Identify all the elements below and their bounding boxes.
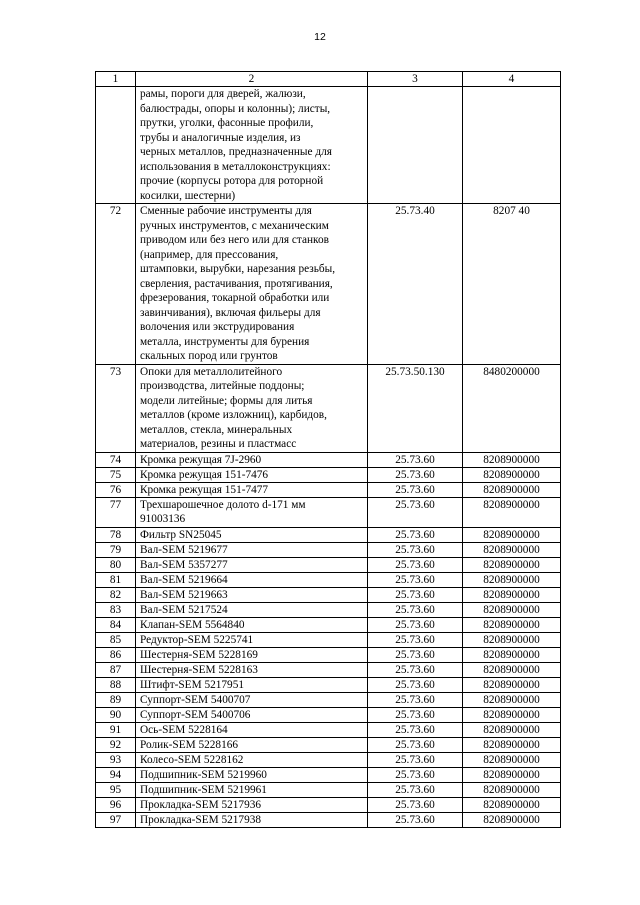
desc-line: приводом или без него или для станков xyxy=(140,234,329,246)
description-cell xyxy=(136,677,368,692)
okpd-code-cell: 25.73.60 xyxy=(368,617,463,632)
row-number-cell: 72 xyxy=(96,204,136,365)
row-number-cell: 92 xyxy=(96,737,136,752)
tnved-code-cell: 8208900000 xyxy=(463,797,561,812)
tnved-code-cell: 8208900000 xyxy=(463,527,561,542)
table-row xyxy=(96,482,561,497)
desc-line: Шестерня-SEM 5228163 xyxy=(140,663,258,676)
tnved-code-cell: 8208900000 xyxy=(463,692,561,707)
desc-line: использования в металлоконструкциях: xyxy=(140,160,331,173)
okpd-code-cell: 25.73.40 xyxy=(368,204,463,365)
desc-line: Ролик-SEM 5228166 xyxy=(140,738,239,751)
tnved-code-cell: 8208900000 xyxy=(463,722,561,737)
description-cell xyxy=(136,587,368,602)
desc-line: балюстрады, опоры и колонны); листы, xyxy=(140,102,331,115)
row-number-cell: 87 xyxy=(96,662,136,677)
row-number-cell: 89 xyxy=(96,692,136,707)
row-number-cell: 79 xyxy=(96,542,136,557)
desc-line: штамповки, вырубки, нарезания резьбы, xyxy=(140,263,336,275)
continuation-num-cell xyxy=(96,87,136,204)
tnved-code-cell: 8208900000 xyxy=(463,587,561,602)
row-number-cell: 85 xyxy=(96,632,136,647)
table-row xyxy=(96,542,561,557)
description-cell xyxy=(136,542,368,557)
desc-line: Подшипник-SEM 5219960 xyxy=(140,768,267,781)
okpd-code-cell: 25.73.60 xyxy=(368,677,463,692)
desc-line: сверления, растачивания, протягивания, xyxy=(140,277,333,290)
description-cell xyxy=(136,662,368,677)
desc-line: ручных инструментов, с механическим xyxy=(140,219,329,232)
okpd-code-cell: 25.73.60 xyxy=(368,467,463,482)
description-cell xyxy=(136,692,368,707)
okpd-code-cell: 25.73.60 xyxy=(368,752,463,767)
tnved-code-cell: 8208900000 xyxy=(463,482,561,497)
desc-line: скальных пород или грунтов xyxy=(140,350,278,362)
tnved-code-cell: 8208900000 xyxy=(463,812,561,827)
tnved-code-cell: 8208900000 xyxy=(463,452,561,467)
table-row xyxy=(96,617,561,632)
okpd-code-cell: 25.73.60 xyxy=(368,482,463,497)
tnved-code-cell: 8208900000 xyxy=(463,572,561,587)
desc-line: производства, литейные поддоны; xyxy=(140,380,305,392)
table-row xyxy=(96,527,561,542)
table-row xyxy=(96,632,561,647)
desc-line: Колесо-SEM 5228162 xyxy=(140,753,244,766)
desc-line: волочения или экструдирования xyxy=(140,321,295,333)
description-cell xyxy=(136,364,368,452)
okpd-code-cell: 25.73.50.130 xyxy=(368,364,463,452)
desc-line: материалов, резины и пластмасс xyxy=(140,438,297,450)
desc-line: модели литейные; формы для литья xyxy=(140,394,313,407)
table-row xyxy=(96,797,561,812)
description-cell xyxy=(136,467,368,482)
table-row xyxy=(96,752,561,767)
description-cell xyxy=(136,557,368,572)
row-number-cell: 80 xyxy=(96,557,136,572)
desc-line: завинчивания), включая фильеры для xyxy=(140,306,321,319)
table-row xyxy=(96,364,561,452)
continuation-okpd-cell xyxy=(368,87,463,204)
table-row xyxy=(96,722,561,737)
desc-line: 91003136 xyxy=(140,513,186,525)
desc-line: Шестерня-SEM 5228169 xyxy=(140,648,258,661)
table-row xyxy=(96,812,561,827)
row-number-cell: 74 xyxy=(96,452,136,467)
okpd-code-cell: 25.73.60 xyxy=(368,557,463,572)
desc-line: Кромка режущая 7J-2960 xyxy=(140,453,262,466)
table-row xyxy=(96,497,561,527)
table-body xyxy=(96,87,561,828)
continuation-row xyxy=(96,87,561,204)
tnved-code-cell: 8208900000 xyxy=(463,542,561,557)
desc-line: Вал-SEM 5219664 xyxy=(140,573,228,586)
desc-line: Подшипник-SEM 5219961 xyxy=(140,783,267,796)
desc-line: Суппорт-SEM 5400706 xyxy=(140,708,251,721)
okpd-code-cell: 25.73.60 xyxy=(368,572,463,587)
row-number-cell: 88 xyxy=(96,677,136,692)
continuation-tnved-cell xyxy=(463,87,561,204)
description-cell xyxy=(136,647,368,662)
okpd-code-cell: 25.73.60 xyxy=(368,497,463,527)
desc-line: черных металлов, предназначенные для xyxy=(140,146,332,158)
description-cell xyxy=(136,722,368,737)
tnved-code-cell: 8208900000 xyxy=(463,557,561,572)
description-cell xyxy=(136,452,368,467)
description-cell xyxy=(136,752,368,767)
desc-line: Вал-SEM 5217524 xyxy=(140,603,228,616)
row-number-cell: 91 xyxy=(96,722,136,737)
tnved-code-cell: 8208900000 xyxy=(463,752,561,767)
okpd-code-cell: 25.73.60 xyxy=(368,797,463,812)
description-cell xyxy=(136,812,368,827)
table-row xyxy=(96,467,561,482)
tnved-code-cell: 8208900000 xyxy=(463,617,561,632)
description-cell xyxy=(136,497,368,527)
description-cell xyxy=(136,797,368,812)
desc-line: Суппорт-SEM 5400707 xyxy=(140,693,251,706)
okpd-code-cell: 25.73.60 xyxy=(368,707,463,722)
desc-line: металла, инструменты для бурения xyxy=(140,335,310,348)
goods-table xyxy=(95,71,561,828)
desc-line: Прокладка-SEM 5217938 xyxy=(140,813,262,826)
table-row xyxy=(96,572,561,587)
table-row xyxy=(96,767,561,782)
row-number-cell: 81 xyxy=(96,572,136,587)
okpd-code-cell: 25.73.60 xyxy=(368,722,463,737)
row-number-cell: 90 xyxy=(96,707,136,722)
okpd-code-cell: 25.73.60 xyxy=(368,692,463,707)
row-number-cell: 83 xyxy=(96,602,136,617)
row-number-cell: 86 xyxy=(96,647,136,662)
header-col-1: 1 xyxy=(96,72,136,87)
table-row xyxy=(96,677,561,692)
desc-line: Клапан-SEM 5564840 xyxy=(140,618,245,631)
okpd-code-cell: 25.73.60 xyxy=(368,662,463,677)
desc-line: косилки, шестерни) xyxy=(140,189,236,202)
tnved-code-cell: 8208900000 xyxy=(463,707,561,722)
tnved-code-cell: 8480200000 xyxy=(463,364,561,452)
row-number-cell: 95 xyxy=(96,782,136,797)
tnved-code-cell: 8208900000 xyxy=(463,467,561,482)
desc-line: Сменные рабочие инструменты для xyxy=(140,205,312,217)
desc-line: рамы, пороги для дверей, жалюзи, xyxy=(140,88,306,100)
okpd-code-cell: 25.73.60 xyxy=(368,767,463,782)
tnved-code-cell: 8208900000 xyxy=(463,737,561,752)
header-col-3: 3 xyxy=(368,72,463,87)
table-row xyxy=(96,647,561,662)
desc-line: Редуктор-SEM 5225741 xyxy=(140,633,254,646)
table-row xyxy=(96,707,561,722)
description-cell xyxy=(136,767,368,782)
desc-line: трубы и аналогичные изделия, из xyxy=(140,131,301,144)
okpd-code-cell: 25.73.60 xyxy=(368,737,463,752)
desc-line: Вал-SEM 5219677 xyxy=(140,543,228,556)
table-row xyxy=(96,782,561,797)
desc-line: (например, для прессования, xyxy=(140,248,279,261)
okpd-code-cell: 25.73.60 xyxy=(368,782,463,797)
row-number-cell: 73 xyxy=(96,364,136,452)
desc-line: Кромка режущая 151-7477 xyxy=(140,483,269,496)
description-cell xyxy=(136,572,368,587)
description-cell xyxy=(136,737,368,752)
desc-line: Фильтр SN25045 xyxy=(140,528,222,541)
desc-line: металлов, стекла, минеральных xyxy=(140,423,293,436)
okpd-code-cell: 25.73.60 xyxy=(368,452,463,467)
desc-line: Прокладка-SEM 5217936 xyxy=(140,798,262,811)
tnved-code-cell: 8208900000 xyxy=(463,602,561,617)
row-number-cell: 93 xyxy=(96,752,136,767)
okpd-code-cell: 25.73.60 xyxy=(368,542,463,557)
okpd-code-cell: 25.73.60 xyxy=(368,527,463,542)
page-number: 12 xyxy=(314,31,326,43)
row-number-cell: 97 xyxy=(96,812,136,827)
okpd-code-cell: 25.73.60 xyxy=(368,632,463,647)
row-number-cell: 77 xyxy=(96,497,136,527)
header-col-4: 4 xyxy=(463,72,561,87)
table-header-row xyxy=(96,72,561,87)
desc-line: прочие (корпусы ротора для роторной xyxy=(140,175,324,187)
tnved-code-cell: 8208900000 xyxy=(463,662,561,677)
okpd-code-cell: 25.73.60 xyxy=(368,812,463,827)
table-row xyxy=(96,204,561,365)
header-col-2: 2 xyxy=(136,72,368,87)
tnved-code-cell: 8208900000 xyxy=(463,767,561,782)
table-row xyxy=(96,452,561,467)
description-cell xyxy=(136,782,368,797)
description-cell xyxy=(136,527,368,542)
desc-line: Кромка режущая 151-7476 xyxy=(140,468,269,481)
desc-line: Трехшарошечное долото d-171 мм xyxy=(140,498,306,511)
tnved-code-cell: 8208900000 xyxy=(463,647,561,662)
row-number-cell: 75 xyxy=(96,467,136,482)
description-cell xyxy=(136,617,368,632)
okpd-code-cell: 25.73.60 xyxy=(368,587,463,602)
description-cell xyxy=(136,204,368,365)
desc-line: Вал-SEM 5357277 xyxy=(140,558,228,571)
tnved-code-cell: 8208900000 xyxy=(463,782,561,797)
desc-line: Вал-SEM 5219663 xyxy=(140,588,228,601)
continuation-desc-cell xyxy=(136,87,368,204)
desc-line: прутки, уголки, фасонные профили, xyxy=(140,117,314,129)
table-row xyxy=(96,662,561,677)
description-cell xyxy=(136,632,368,647)
table-row xyxy=(96,737,561,752)
row-number-cell: 96 xyxy=(96,797,136,812)
desc-line: металлов (кроме изложниц), карбидов, xyxy=(140,409,327,421)
tnved-code-cell: 8208900000 xyxy=(463,677,561,692)
table-row xyxy=(96,587,561,602)
description-cell xyxy=(136,602,368,617)
table-row xyxy=(96,692,561,707)
tnved-code-cell: 8208900000 xyxy=(463,497,561,527)
description-cell xyxy=(136,707,368,722)
table-row xyxy=(96,557,561,572)
table-row xyxy=(96,602,561,617)
row-number-cell: 78 xyxy=(96,527,136,542)
tnved-code-cell: 8207 40 xyxy=(463,204,561,365)
description-cell xyxy=(136,482,368,497)
row-number-cell: 84 xyxy=(96,617,136,632)
tnved-code-cell: 8208900000 xyxy=(463,632,561,647)
row-number-cell: 94 xyxy=(96,767,136,782)
desc-line: фрезерования, токарной обработки или xyxy=(140,292,330,304)
okpd-code-cell: 25.73.60 xyxy=(368,602,463,617)
row-number-cell: 76 xyxy=(96,482,136,497)
desc-line: Штифт-SEM 5217951 xyxy=(140,678,244,691)
okpd-code-cell: 25.73.60 xyxy=(368,647,463,662)
row-number-cell: 82 xyxy=(96,587,136,602)
desc-line: Ось-SEM 5228164 xyxy=(140,723,228,736)
desc-line: Опоки для металлолитейного xyxy=(140,365,283,378)
